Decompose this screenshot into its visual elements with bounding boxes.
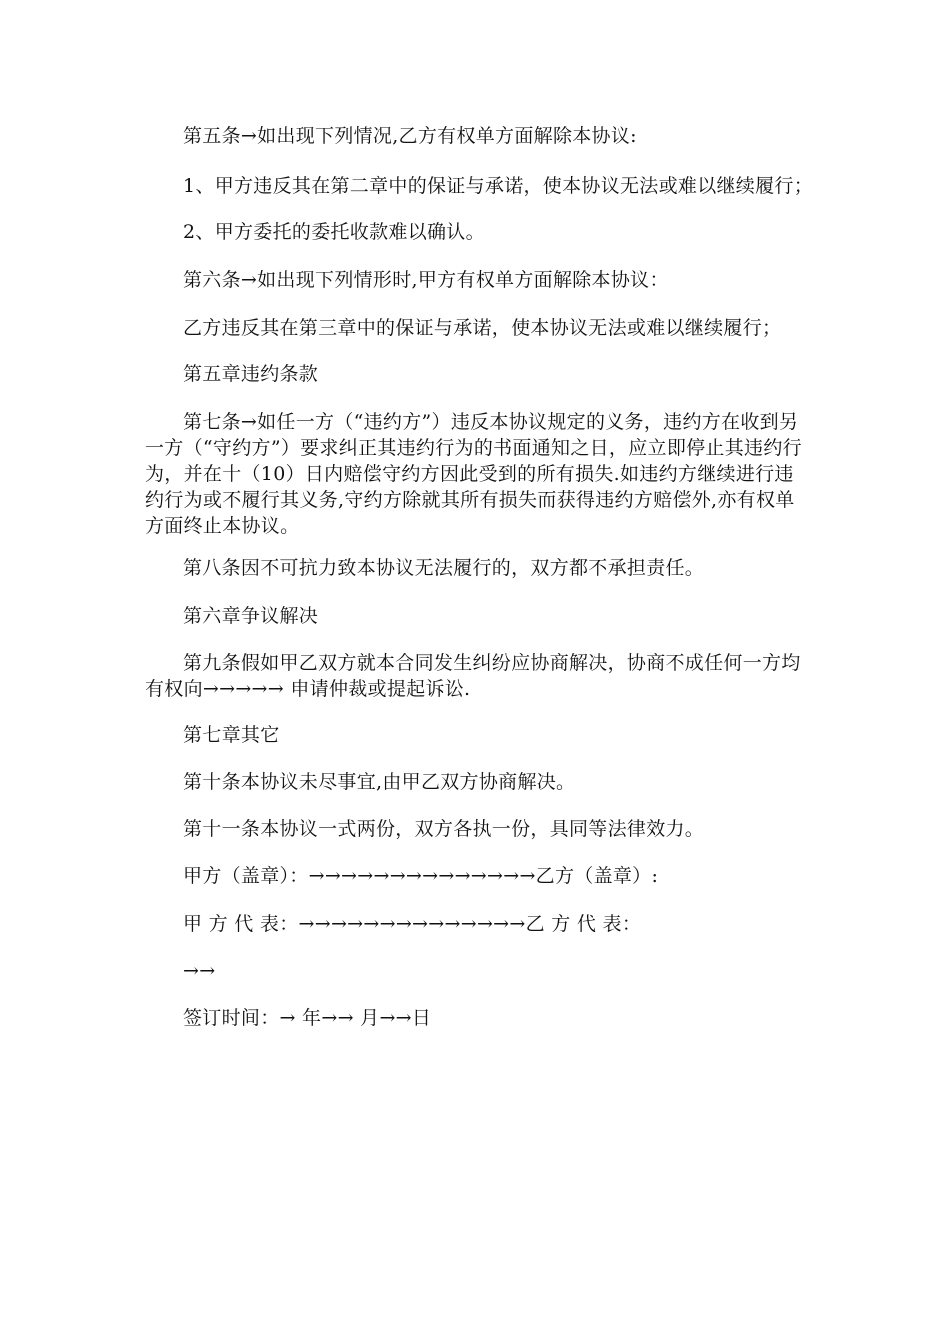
- party-representative-line: 甲 方 代 表：→→→→→→→→→→→→→→乙 方 代 表：: [183, 913, 642, 935]
- arrow-line: →→: [183, 960, 216, 982]
- article-11-text: 第十一条本协议一式两份，双方各执一份，具同等法律效力。: [183, 818, 705, 840]
- article-7-paragraph: 第七条→如任一方（“违约方”）违反本协议规定的义务，违约方在收到另一方（“守约方”）要求纠正其违约行为的书面通知之日，应立即停止其违约行为，并在十（10）日内赔偿守约方因此受到的所有损失.如违约方继续进行违约行为或不履行其义务,守约方除就其所有损失而获得违约方赔偿外,亦有权单方面终止本协议。: [145, 411, 802, 537]
- article-8-text: 第八条因不可抗力致本协议无法履行的，双方都不承担责任。: [183, 557, 705, 579]
- chapter-7-title: 第七章其它: [183, 724, 280, 746]
- article-10-text: 第十条本协议未尽事宜,由甲乙双方协商解决。: [183, 771, 576, 793]
- article-6-heading: 第六条→如出现下列情形时,甲方有权单方面解除本协议：: [183, 269, 669, 291]
- article-9-paragraph: 第九条假如甲乙双方就本合同发生纠纷应协商解决，协商不成任何一方均有权向→→→→→ 申请仲裁或提起诉讼.: [145, 652, 801, 700]
- article-5-item-1: 1、甲方违反其在第二章中的保证与承诺，使本协议无法或难以继续履行；: [183, 175, 813, 197]
- chapter-6-title: 第六章争议解决: [183, 605, 319, 627]
- article-5-heading: 第五条→如出现下列情况,乙方有权单方面解除本协议:: [183, 125, 637, 147]
- article-6-text: 乙方违反其在第三章中的保证与承诺，使本协议无法或难以继续履行；: [183, 317, 782, 339]
- signing-date-line: 签订时间：→ 年→→ 月→→日: [183, 1007, 432, 1029]
- article-5-item-2: 2、甲方委托的委托收款难以确认。: [183, 221, 485, 243]
- chapter-5-title: 第五章违约条款: [183, 363, 319, 385]
- party-seal-line: 甲方（盖章）：→→→→→→→→→→→→→→乙方（盖章）:: [183, 865, 659, 887]
